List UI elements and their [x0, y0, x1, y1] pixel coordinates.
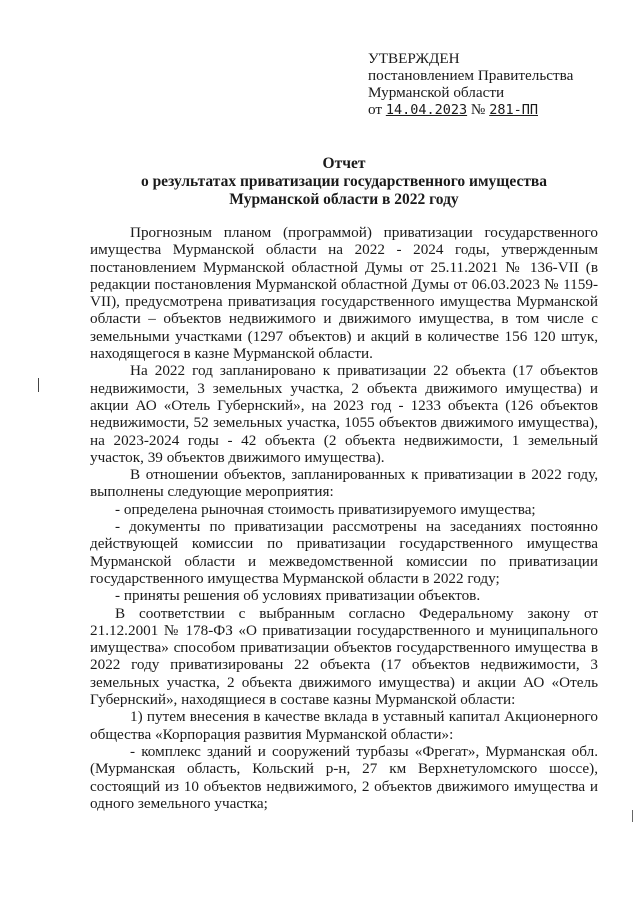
paragraph-privatized-objects: В соответствии с выбранным согласно Федеральному закону от 21.12.2001 № 178-ФЗ «О приватизации государственного и муниципального имущества» способом приватизации объектов государственного имущества в 2022 году приватизированы 22 объекта (17 объектов недвижимости, 3 земельных участка, 2 объекта движимого имущества) и акции АО «Отель Губернский», находящиеся в составе казны Мурманской области: — [90, 604, 598, 709]
approved-by-line2: Мурманской области — [368, 84, 505, 101]
approval-date: 14.04.2023 — [385, 102, 468, 118]
title-line-3: Мурманской области в 2022 году — [229, 191, 459, 208]
paragraph-measures-intro: В отношении объектов, запланированных к приватизации в 2022 году, выполнены следующие мероприятия: — [90, 466, 598, 501]
document-body — [90, 224, 598, 812]
list-item-fregat: - комплекс зданий и сооружений турбазы «Фрегат», Мурманская обл. (Мурманская область, Кольский р-н, 27 км Верхнетуломского шоссе), состоящий из 10 объектов недвижимого, 2 объектов движимого имущества и одного земельного участка; — [90, 742, 598, 812]
title-line-2: о результатах приватизации государственного имущества — [140, 173, 548, 190]
from-prefix: от — [368, 101, 383, 118]
list-item-market-value: - определена рыночная стоимость приватизируемого имущества; — [115, 500, 536, 518]
scan-mark-right — [632, 810, 633, 822]
list-item-commission-review: - документы по приватизации рассмотрены на заседаниях постоянно действующей комиссии по приватизации государственного имущества Мурманской области и межведомственной комиссии по приватизации государственного имущества Мурманской области в 2022 году; — [90, 518, 598, 587]
approval-stamp — [368, 50, 573, 119]
list-item-decisions: - приняты решения об условиях приватизации объектов. — [115, 587, 481, 605]
title-line-1: Отчет — [322, 155, 366, 172]
approved-label: УТВЕРЖДЕН — [368, 50, 460, 67]
paragraph-2022-plan: На 2022 год запланировано к приватизации 22 объекта (17 объектов недвижимости, 3 земельных участка, 2 объекта движимого имущества) и акции АО «Отель Губернский», на 2023 год - 1233 объекта (126 объектов недвижимости, 52 земельных участка, 1055 объектов движимого имущества), на 2023-2024 годы - 42 объекта (2 объекта недвижимости, 1 земельный участок, 39 объектов движимого имущества). — [90, 362, 598, 466]
number-sign: № — [470, 101, 486, 118]
document-title — [90, 155, 598, 209]
paragraph-contribution: 1) путем внесения в качестве вклада в уставный капитал Акционерного общества «Корпорация развития Мурманской области»: — [90, 708, 598, 743]
approval-date-number — [368, 101, 573, 119]
approval-number: 281-ПП — [489, 102, 538, 118]
approved-by-line1: постановлением Правительства — [368, 67, 574, 84]
scan-mark-left — [38, 378, 39, 392]
paragraph-plan: Прогнозным планом (программой) приватизации государственного имущества Мурманской области на 2022 - 2024 годы, утвержденным постановлением Мурманской областной Думы от 25.11.2021 № 136-VII (в редакции постановления Мурманской областной Думы от 06.03.2023 № 1159-VII), предусмотрена приватизация государственного имущества Мурманской области – объектов недвижимого и движимого имущества, в том числе с земельными участками (1297 объектов) и акций в количестве 156 120 штук, находящегося в казне Мурманской области. — [90, 224, 598, 363]
